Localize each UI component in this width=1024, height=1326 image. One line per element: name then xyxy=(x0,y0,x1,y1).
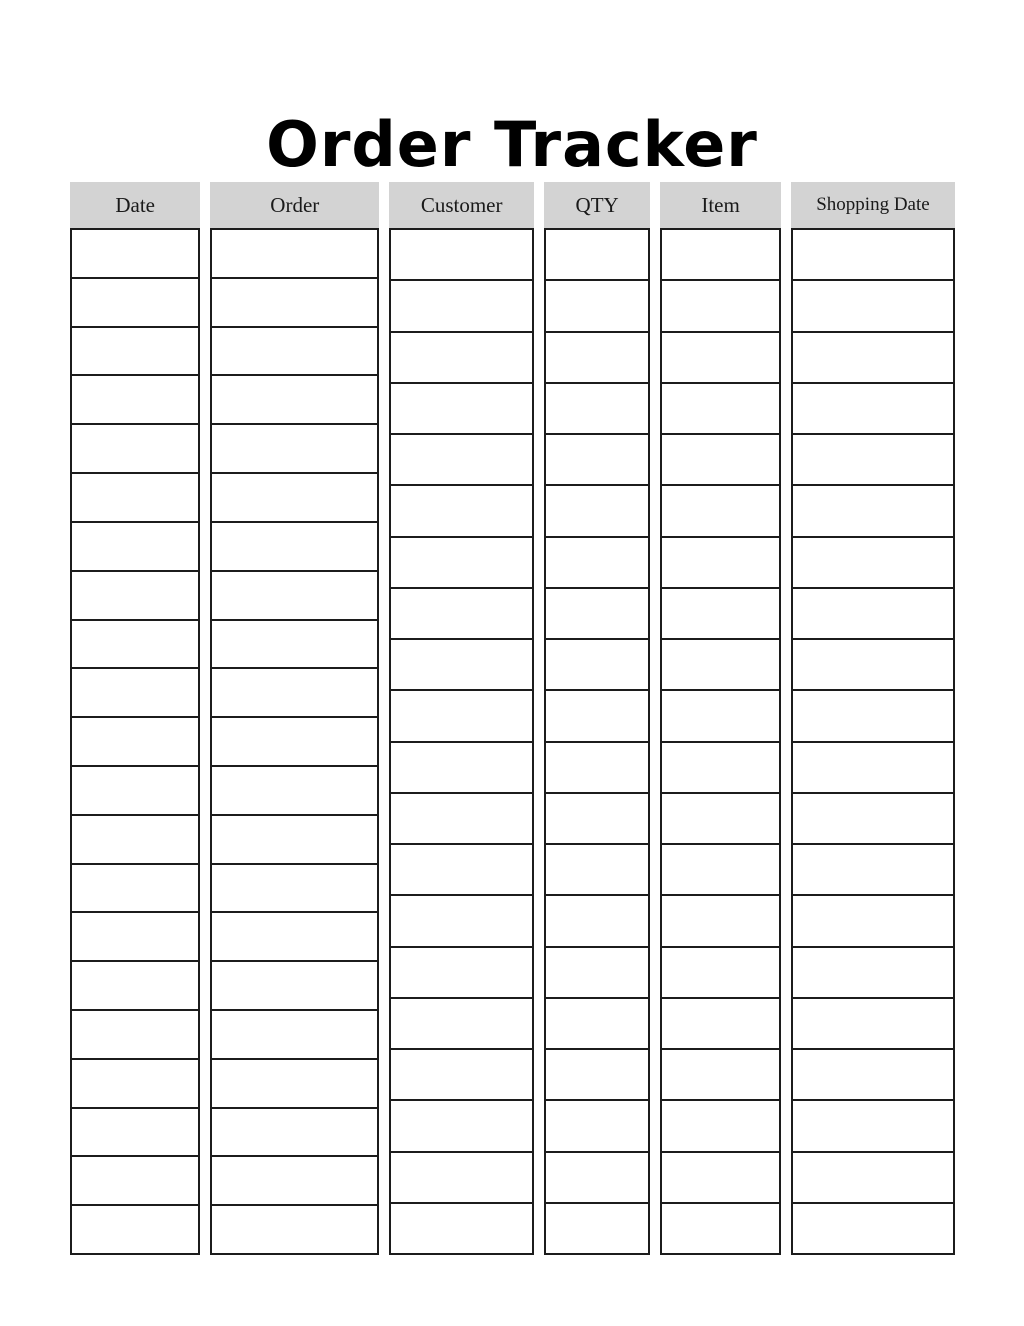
table-column-order xyxy=(210,182,379,1255)
table-cell[interactable] xyxy=(72,913,198,962)
table-cell[interactable] xyxy=(72,523,198,572)
table-cell[interactable] xyxy=(212,1011,377,1060)
table-cell[interactable] xyxy=(212,572,377,621)
table-cell[interactable] xyxy=(391,230,532,281)
table-cell[interactable] xyxy=(662,896,779,947)
table-cell[interactable] xyxy=(72,425,198,474)
table-cell[interactable] xyxy=(212,865,377,914)
table-cell[interactable] xyxy=(662,1101,779,1152)
table-cell[interactable] xyxy=(662,1204,779,1253)
table-cell[interactable] xyxy=(546,589,648,640)
table-cell[interactable] xyxy=(72,1157,198,1206)
table-cell[interactable] xyxy=(72,572,198,621)
table-cell[interactable] xyxy=(212,474,377,523)
column-body-date xyxy=(70,228,200,1255)
table-cell[interactable] xyxy=(72,1206,198,1253)
table-cell[interactable] xyxy=(212,718,377,767)
table-cell[interactable] xyxy=(72,865,198,914)
table-cell[interactable] xyxy=(662,999,779,1050)
table-cell[interactable] xyxy=(793,845,953,896)
order-tracker-table xyxy=(70,182,955,1255)
table-cell[interactable] xyxy=(391,640,532,691)
table-cell[interactable] xyxy=(391,1101,532,1152)
table-cell[interactable] xyxy=(391,1153,532,1204)
table-cell[interactable] xyxy=(391,435,532,486)
table-cell[interactable] xyxy=(793,538,953,589)
table-cell[interactable] xyxy=(72,230,198,279)
table-cell[interactable] xyxy=(546,486,648,537)
column-header-customer: Customer xyxy=(389,182,534,228)
column-header-item: Item xyxy=(660,182,781,228)
table-column-customer xyxy=(389,182,534,1255)
table-cell[interactable] xyxy=(793,1204,953,1253)
table-cell[interactable] xyxy=(546,845,648,896)
table-cell[interactable] xyxy=(391,948,532,999)
table-cell[interactable] xyxy=(391,794,532,845)
table-cell[interactable] xyxy=(72,962,198,1011)
table-cell[interactable] xyxy=(546,640,648,691)
table-cell[interactable] xyxy=(662,794,779,845)
table-cell[interactable] xyxy=(212,230,377,279)
table-cell[interactable] xyxy=(72,474,198,523)
table-cell[interactable] xyxy=(662,538,779,589)
table-cell[interactable] xyxy=(212,669,377,718)
table-cell[interactable] xyxy=(662,486,779,537)
table-cell[interactable] xyxy=(72,279,198,328)
table-cell[interactable] xyxy=(72,621,198,670)
table-cell[interactable] xyxy=(391,999,532,1050)
table-cell[interactable] xyxy=(793,486,953,537)
column-header-date: Date xyxy=(70,182,200,228)
table-cell[interactable] xyxy=(212,328,377,377)
table-cell[interactable] xyxy=(793,948,953,999)
table-cell[interactable] xyxy=(546,1050,648,1101)
table-cell[interactable] xyxy=(793,1101,953,1152)
column-body-qty xyxy=(544,228,650,1255)
table-cell[interactable] xyxy=(212,1060,377,1109)
table-cell[interactable] xyxy=(72,816,198,865)
column-header-shopping_date: Shopping Date xyxy=(791,182,955,228)
table-cell[interactable] xyxy=(793,281,953,332)
table-cell[interactable] xyxy=(212,767,377,816)
table-cell[interactable] xyxy=(662,230,779,281)
table-cell[interactable] xyxy=(546,538,648,589)
page-title: Order Tracker xyxy=(266,107,758,181)
table-cell[interactable] xyxy=(662,281,779,332)
table-cell[interactable] xyxy=(212,913,377,962)
table-cell[interactable] xyxy=(72,767,198,816)
table-cell[interactable] xyxy=(212,816,377,865)
table-cell[interactable] xyxy=(72,328,198,377)
table-cell[interactable] xyxy=(212,376,377,425)
table-cell[interactable] xyxy=(793,230,953,281)
table-cell[interactable] xyxy=(793,794,953,845)
table-cell[interactable] xyxy=(546,230,648,281)
table-cell[interactable] xyxy=(72,718,198,767)
column-body-shopping_date xyxy=(791,228,955,1255)
table-cell[interactable] xyxy=(793,1050,953,1101)
column-header-order: Order xyxy=(210,182,379,228)
table-column-qty xyxy=(544,182,650,1255)
table-cell[interactable] xyxy=(546,999,648,1050)
table-cell[interactable] xyxy=(793,743,953,794)
table-cell[interactable] xyxy=(662,1050,779,1101)
table-cell[interactable] xyxy=(391,896,532,947)
table-cell[interactable] xyxy=(793,589,953,640)
table-cell[interactable] xyxy=(662,384,779,435)
table-cell[interactable] xyxy=(662,589,779,640)
table-cell[interactable] xyxy=(212,279,377,328)
table-cell[interactable] xyxy=(212,962,377,1011)
table-cell[interactable] xyxy=(793,640,953,691)
table-cell[interactable] xyxy=(662,435,779,486)
table-column-shopping_date xyxy=(791,182,955,1255)
table-cell[interactable] xyxy=(546,743,648,794)
column-body-order xyxy=(210,228,379,1255)
table-cell[interactable] xyxy=(391,1204,532,1253)
table-cell[interactable] xyxy=(72,1011,198,1060)
table-cell[interactable] xyxy=(546,1204,648,1253)
table-cell[interactable] xyxy=(391,538,532,589)
table-cell[interactable] xyxy=(391,589,532,640)
table-cell[interactable] xyxy=(212,523,377,572)
table-cell[interactable] xyxy=(662,640,779,691)
table-cell[interactable] xyxy=(793,691,953,742)
table-cell[interactable] xyxy=(662,743,779,794)
table-cell[interactable] xyxy=(662,948,779,999)
table-cell[interactable] xyxy=(212,1206,377,1253)
table-cell[interactable] xyxy=(793,999,953,1050)
table-cell[interactable] xyxy=(793,333,953,384)
table-cell[interactable] xyxy=(793,435,953,486)
table-cell[interactable] xyxy=(391,486,532,537)
table-cell[interactable] xyxy=(546,435,648,486)
table-cell[interactable] xyxy=(793,896,953,947)
table-cell[interactable] xyxy=(391,333,532,384)
table-cell[interactable] xyxy=(546,691,648,742)
table-cell[interactable] xyxy=(662,333,779,384)
table-cell[interactable] xyxy=(212,1109,377,1158)
table-cell[interactable] xyxy=(212,621,377,670)
table-cell[interactable] xyxy=(546,384,648,435)
table-cell[interactable] xyxy=(391,384,532,435)
table-cell[interactable] xyxy=(546,794,648,845)
table-cell[interactable] xyxy=(72,669,198,718)
table-cell[interactable] xyxy=(546,1153,648,1204)
table-cell[interactable] xyxy=(391,281,532,332)
table-cell[interactable] xyxy=(546,333,648,384)
column-body-item xyxy=(660,228,781,1255)
table-cell[interactable] xyxy=(391,743,532,794)
table-cell[interactable] xyxy=(391,1050,532,1101)
table-cell[interactable] xyxy=(72,1109,198,1158)
table-cell[interactable] xyxy=(546,281,648,332)
table-cell[interactable] xyxy=(793,384,953,435)
table-cell[interactable] xyxy=(793,1153,953,1204)
table-cell[interactable] xyxy=(662,1153,779,1204)
table-cell[interactable] xyxy=(212,425,377,474)
column-header-qty: QTY xyxy=(544,182,650,228)
table-cell[interactable] xyxy=(212,1157,377,1206)
table-cell[interactable] xyxy=(391,691,532,742)
table-cell[interactable] xyxy=(546,948,648,999)
table-cell[interactable] xyxy=(72,376,198,425)
table-column-date xyxy=(70,182,200,1255)
table-cell[interactable] xyxy=(662,691,779,742)
table-cell[interactable] xyxy=(546,1101,648,1152)
table-cell[interactable] xyxy=(546,896,648,947)
table-cell[interactable] xyxy=(72,1060,198,1109)
table-cell[interactable] xyxy=(391,845,532,896)
table-column-item xyxy=(660,182,781,1255)
table-cell[interactable] xyxy=(662,845,779,896)
column-body-customer xyxy=(389,228,534,1255)
